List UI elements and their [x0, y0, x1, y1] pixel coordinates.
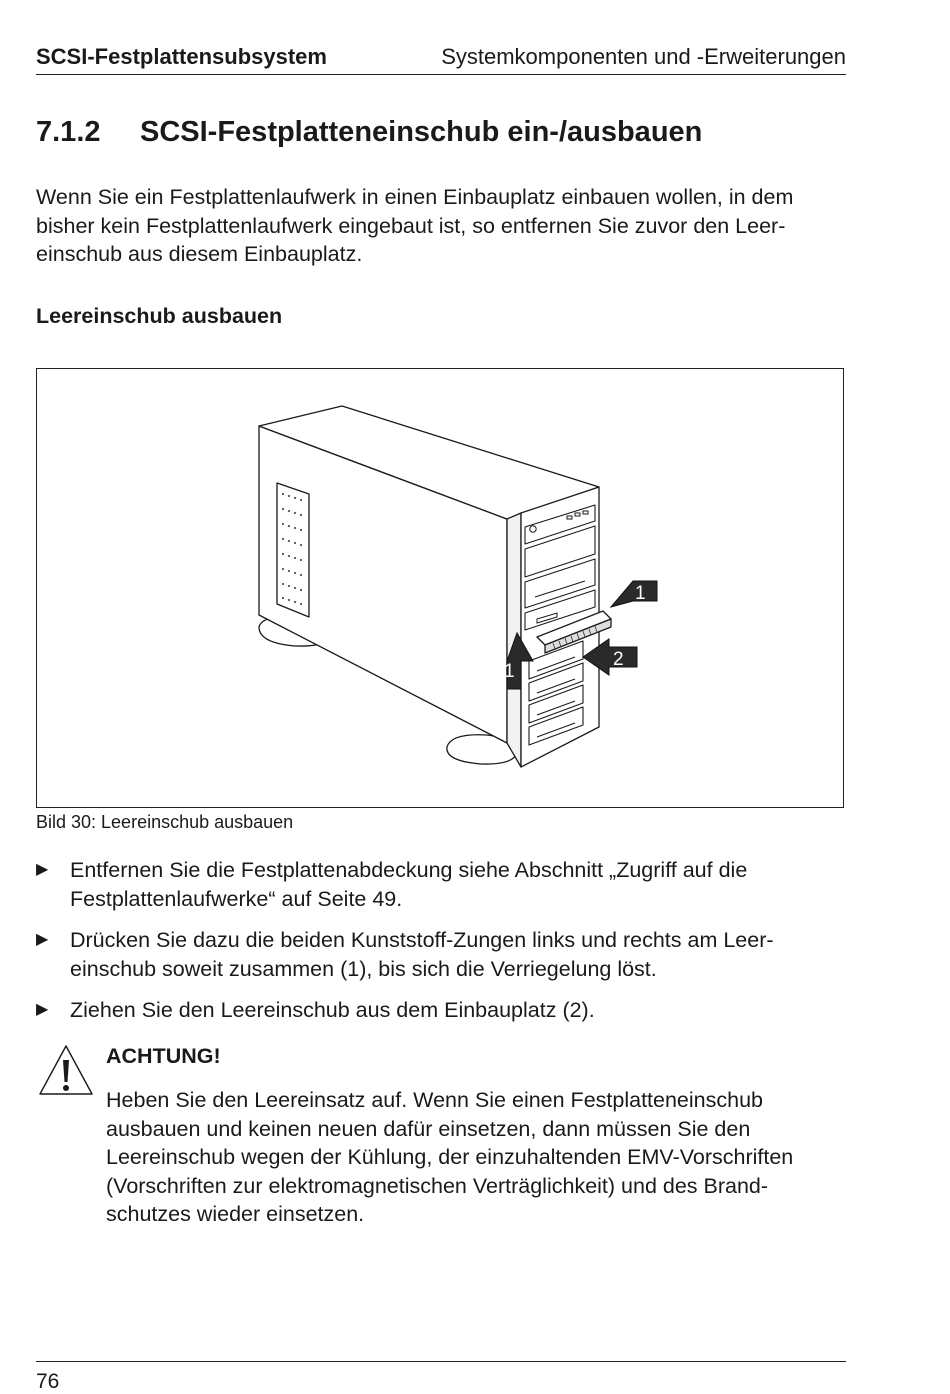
instruction-step — [36, 926, 848, 983]
warning-box — [36, 1042, 848, 1242]
warning-line: Heben Sie den Leereinsatz auf. Wenn Sie einen Festplatteneinschub — [106, 1088, 763, 1112]
section-heading — [36, 116, 702, 149]
page-header — [36, 44, 846, 75]
bullet-triangle-icon: ▶ — [36, 931, 49, 948]
intro-line: bisher kein Festplattenlaufwerk eingebaut ist, so entfernen Sie zuvor den Leer- — [36, 213, 786, 238]
warning-line: Leereinschub wegen der Kühlung, der einzuhaltenden EMV-Vorschriften — [106, 1145, 794, 1169]
header-section-title: Systemkomponenten und -Erweiterungen — [441, 44, 846, 69]
figure-frame — [36, 368, 844, 808]
bullet-triangle-icon: ▶ — [36, 861, 49, 878]
callout-2: 2 — [613, 649, 624, 670]
warning-text — [106, 1086, 848, 1229]
section-title: SCSI-Festplatteneinschub ein-/ausbauen — [140, 116, 703, 148]
step-line: Drücken Sie dazu die beiden Kunststoff-Zungen links und rechts am Leer- — [70, 928, 774, 952]
warning-line: ausbauen und keinen neuen dafür einsetzen, dann müssen Sie den — [106, 1116, 751, 1141]
section-number: 7.1.2 — [36, 116, 101, 148]
intro-line: Wenn Sie ein Festplattenlaufwerk in einen Einbauplatz einbauen wollen, in dem — [36, 185, 794, 209]
instruction-step — [36, 996, 848, 1025]
step-line: Ziehen Sie den Leereinschub aus dem Einbauplatz (2). — [70, 998, 595, 1022]
callout-1-right: 1 — [635, 583, 646, 604]
warning-title: ACHTUNG! — [106, 1044, 221, 1068]
step-line: einschub soweit zusammen (1), bis sich die Verriegelung löst. — [70, 956, 657, 981]
warning-triangle-icon — [36, 1042, 96, 1100]
instruction-list — [36, 856, 848, 1038]
page-number: 76 — [36, 1370, 60, 1393]
bullet-triangle-icon: ▶ — [36, 1001, 49, 1018]
warning-line: schutzes wieder einsetzen. — [106, 1202, 365, 1226]
vent-grill — [277, 483, 309, 617]
step-line: Entfernen Sie die Festplattenabdeckung siehe Abschnitt „Zugriff auf die — [70, 858, 748, 882]
step-line: Festplattenlaufwerke“ auf Seite 49. — [70, 886, 403, 911]
figure-caption: Bild 30: Leereinschub ausbauen — [36, 812, 294, 832]
intro-paragraph — [36, 183, 848, 269]
warning-line: (Vorschriften zur elektromagnetischen Verträglichkeit) und des Brand- — [106, 1173, 769, 1198]
header-chapter-title: SCSI-Festplattensubsystem — [36, 44, 327, 69]
instruction-step — [36, 856, 848, 913]
subheading: Leereinschub ausbauen — [36, 304, 283, 328]
server-tower-illustration — [37, 369, 843, 807]
intro-line: einschub aus diesem Einbauplatz. — [36, 242, 363, 266]
page-footer — [36, 1361, 846, 1393]
callout-1-left: 1 — [504, 661, 515, 682]
arrow-1-right — [611, 581, 657, 607]
